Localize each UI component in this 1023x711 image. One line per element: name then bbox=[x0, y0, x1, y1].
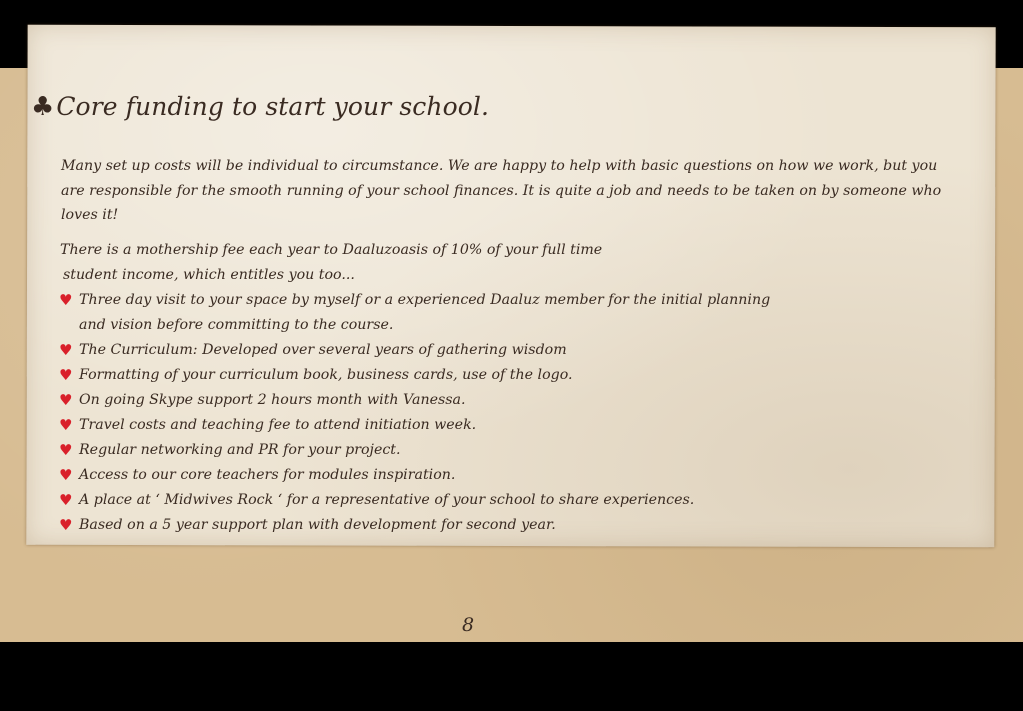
list-item-text: Access to our core teachers for modules inspiration. bbox=[79, 467, 456, 483]
lead-line-1: There is a mothership fee each year to Daaluzoasis of 10% of your full time bbox=[60, 242, 603, 258]
list-item bbox=[59, 363, 779, 388]
lead-line-2: student income, which entitles you too... bbox=[63, 266, 355, 283]
list-item-text: Regular networking and PR for your project. bbox=[79, 442, 401, 458]
list-item-text: Based on a 5 year support plan with development for second year. bbox=[79, 517, 556, 533]
heart-icon: ♥ bbox=[59, 466, 73, 484]
page-title: Core funding to start your school. bbox=[56, 92, 490, 121]
list-item bbox=[59, 513, 779, 538]
list-item bbox=[59, 338, 779, 363]
benefits-list bbox=[59, 288, 779, 538]
heart-icon: ♥ bbox=[59, 341, 73, 359]
list-item-text: A place at ‘ Midwives Rock ‘ for a representative of your school to share experiences. bbox=[79, 492, 695, 508]
heart-icon: ♥ bbox=[59, 516, 73, 534]
intro-paragraph: Many set up costs will be individual to circumstance. We are happy to help with basic questions on how we work, but you are responsible for the smooth running of your school finances. It is quite a job and needs to be taken on by someone who loves it! bbox=[61, 158, 942, 223]
page-number: 8 bbox=[462, 614, 475, 636]
heart-icon: ♥ bbox=[59, 416, 73, 434]
heart-icon: ♥ bbox=[59, 391, 73, 409]
list-item-text: On going Skype support 2 hours month with Vanessa. bbox=[79, 392, 466, 408]
list-item-text: Travel costs and teaching fee to attend initiation week. bbox=[79, 417, 477, 433]
heart-icon: ♥ bbox=[59, 491, 73, 509]
list-item bbox=[59, 438, 779, 463]
heart-icon: ♥ bbox=[59, 441, 73, 459]
title-row bbox=[31, 92, 489, 121]
list-item bbox=[59, 413, 779, 438]
list-item bbox=[59, 388, 779, 413]
list-item-text: The Curriculum: Developed over several years of gathering wisdom bbox=[79, 342, 567, 358]
lead-paragraph bbox=[60, 238, 760, 287]
list-item-text: Three day visit to your space by myself or a experienced Daaluz member for the initial planning and vision before committing to the course. bbox=[79, 292, 771, 333]
heart-icon: ♥ bbox=[59, 291, 73, 309]
list-item bbox=[59, 288, 779, 338]
heart-icon: ♥ bbox=[59, 366, 73, 384]
list-item-text: Formatting of your curriculum book, business cards, use of the logo. bbox=[79, 367, 573, 383]
list-item bbox=[59, 488, 779, 513]
club-icon: ♣ bbox=[31, 91, 55, 122]
list-item bbox=[59, 463, 779, 488]
